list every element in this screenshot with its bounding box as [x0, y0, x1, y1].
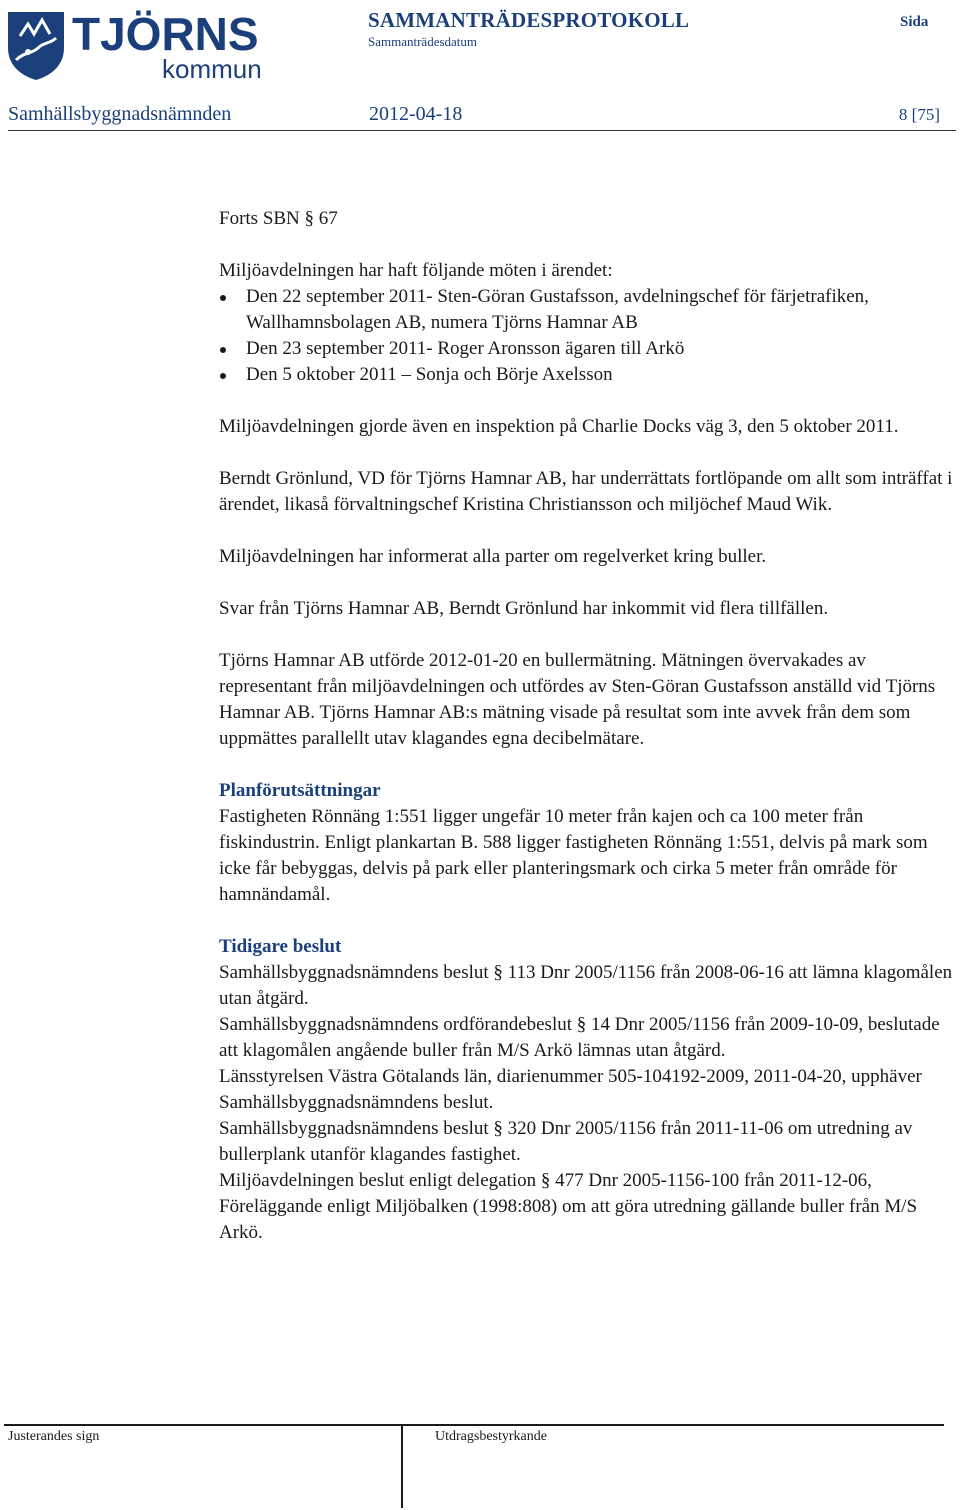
coat-of-arms-icon: [6, 8, 268, 82]
meetings-list: [219, 284, 954, 388]
paragraph-planning: Fastigheten Rönnäng 1:551 ligger ungefär 10 meter från kajen och ca 100 meter från fiskindustrin. Enligt plankartan B. 588 ligger fastigheten Rönnäng 1:551, delvis på mark som icke får bebyggas, delvis på park eller planteringsmark och cirka 5 meter från område för hamnändamål.: [219, 806, 928, 905]
heading-planning: Planförutsättningar: [219, 780, 381, 801]
list-item: Den 22 september 2011- Sten-Göran Gustafsson, avdelningschef för färjetrafiken, Wallhamnsbolagen AB, numera Tjörns Hamnar AB: [219, 284, 954, 336]
list-item: Den 5 oktober 2011 – Sonja och Börje Axelsson: [219, 362, 954, 388]
tjorns-kommun-logo: [6, 8, 268, 82]
paragraph-informed: Berndt Grönlund, VD för Tjörns Hamnar AB, har underrättats fortlöpande om allt som inträffat i ärendet, likaså förvaltningschef Kristina Christiansson och miljöchef Maud Wik.: [219, 468, 953, 515]
decision-item: Samhällsbyggnadsnämndens beslut § 320 Dnr 2005/1156 från 2011-11-06 om utredning av bullerplank utanför klagandes fastighet.: [219, 1118, 913, 1165]
page-number: 8 [75]: [898, 105, 940, 124]
decision-item: Samhällsbyggnadsnämndens ordförandebeslut § 14 Dnr 2005/1156 från 2009-10-09, beslutade att klagomålen angående buller från M/S Arkö lämnas utan åtgärd.: [219, 1014, 940, 1061]
signature-label: Justerandes sign: [8, 1429, 100, 1444]
meetings-intro: Miljöavdelningen har haft följande möten i ärendet:: [219, 260, 613, 281]
logo-text-tjorns: TJÖRNS: [72, 8, 259, 60]
meeting-date: 2012-04-18: [369, 103, 463, 125]
page-label: Sida: [900, 14, 929, 30]
paragraph-measurement: Tjörns Hamnar AB utförde 2012-01-20 en bullermätning. Mätningen övervakades av representant från miljöavdelningen och utfördes av Sten-Göran Gustafsson anställd vid Tjörns Hamnar AB. Tjörns Hamnar AB:s mätning visade på resultat som inte avvek från dem som uppmättes parallellt utav klagandes egna decibelmätare.: [219, 650, 936, 749]
continuation-ref: Forts SBN § 67: [219, 208, 338, 229]
paragraph-inspection: Miljöavdelningen gjorde även en inspektion på Charlie Docks väg 3, den 5 oktober 2011.: [219, 416, 899, 437]
document-title: SAMMANTRÄDESPROTOKOLL: [368, 8, 690, 32]
logo-text-kommun: kommun: [162, 54, 262, 82]
decision-item: Länsstyrelsen Västra Götalands län, diarienummer 505-104192-2009, 2011-04-20, upphäver Samhällsbyggnadsnämndens beslut.: [219, 1066, 922, 1113]
decision-item: Samhällsbyggnadsnämndens beslut § 113 Dnr 2005/1156 från 2008-06-16 att lämna klagomålen utan åtgärd.: [219, 962, 953, 1009]
footer-column-divider: [401, 1424, 403, 1508]
extract-certification-label: Utdragsbestyrkande: [435, 1429, 547, 1444]
decision-item: Miljöavdelningen beslut enligt delegation § 477 Dnr 2005-1156-100 från 2011-12-06, Föreläggande enligt Miljöbalken (1998:808) om att göra utredning gällande buller från M/S Arkö.: [219, 1170, 918, 1243]
meeting-date-label: Sammanträdesdatum: [368, 34, 478, 49]
paragraph-response: Svar från Tjörns Hamnar AB, Berndt Grönlund har inkommit vid flera tillfällen.: [219, 598, 829, 619]
heading-previous-decisions: Tidigare beslut: [219, 936, 342, 957]
header-divider: [8, 130, 956, 131]
paragraph-regulations: Miljöavdelningen har informerat alla parter om regelverket kring buller.: [219, 546, 767, 567]
meta-row: [8, 103, 940, 129]
list-item: Den 23 september 2011- Roger Aronsson ägaren till Arkö: [219, 336, 954, 362]
footer-divider: [4, 1424, 944, 1426]
document-body: [219, 206, 954, 1246]
board-name: Samhällsbyggnadsnämnden: [8, 103, 232, 125]
